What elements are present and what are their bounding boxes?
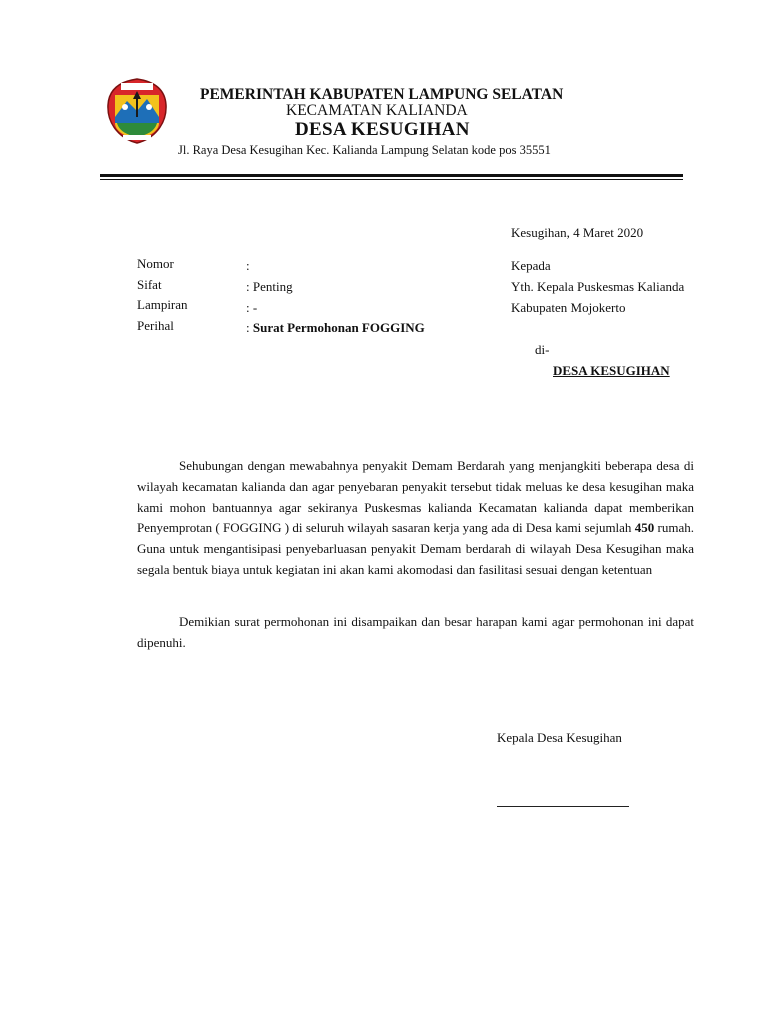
recipient-line1: Yth. Kepala Puskesmas Kalianda bbox=[511, 279, 685, 294]
body-paragraph-2: Demikian surat permohonan ini disampaikan dan besar harapan kami agar permohonan ini dapat dipenuhi. bbox=[137, 614, 694, 650]
letterhead-rule-thin bbox=[100, 179, 683, 180]
lampiran-value: : - bbox=[246, 300, 258, 315]
nomor-label: Nomor bbox=[137, 256, 174, 271]
sifat-label: Sifat bbox=[137, 277, 162, 292]
body-paragraph-1 bbox=[137, 456, 694, 581]
perihal-value: Surat Permohonan FOGGING bbox=[252, 320, 425, 335]
recipient-di: di- bbox=[535, 342, 550, 357]
letterhead-district: KECAMATAN KALIANDA bbox=[286, 102, 468, 119]
recipient-place: DESA KESUGIHAN bbox=[553, 363, 670, 378]
house-count: 450 bbox=[634, 520, 655, 536]
letter-date: Kesugihan, 4 Maret 2020 bbox=[511, 225, 644, 240]
body-p1-part-b: rumah. Guna untuk mengantisipasi penyebarluasan penyakit Demam berdarah di wilayah Desa Kesugihan maka segala bentuk biaya untuk kegiatan ini akan kami akomodasi dan fasilitasi sesuai dengan ketentuan bbox=[137, 520, 694, 577]
nomor-value: : bbox=[246, 258, 250, 273]
perihal-row bbox=[246, 320, 425, 336]
letterhead-government: PEMERINTAH KABUPATEN LAMPUNG SELATAN bbox=[200, 86, 564, 103]
body-p1-part-a: Sehubungan dengan mewabahnya penyakit Demam Berdarah yang menjangkiti beberapa desa di wilayah kecamatan kalianda dan agar penyebaran penyakit tersebut tidak meluas ke desa kesugihan maka kami mohon bantuannya agar sekiranya Puskesmas kalianda Kecamatan kalianda dapat memberikan Penyemprotan ( FOGGING ) di seluruh wilayah sasaran kerja yang ada di Desa kami sejumlah bbox=[137, 458, 694, 536]
letterhead-address: Jl. Raya Desa Kesugihan Kec. Kalianda Lampung Selatan kode pos 35551 bbox=[178, 143, 551, 157]
recipient-line2: Kabupaten Mojokerto bbox=[511, 300, 626, 315]
lampiran-label: Lampiran bbox=[137, 297, 188, 312]
regency-seal-logo bbox=[105, 77, 169, 145]
signature-line bbox=[497, 806, 629, 807]
letterhead-village: DESA KESUGIHAN bbox=[295, 119, 470, 140]
signature-title: Kepala Desa Kesugihan bbox=[497, 730, 622, 745]
recipient-kepada: Kepada bbox=[511, 258, 551, 273]
perihal-colon: : bbox=[246, 320, 253, 335]
perihal-label: Perihal bbox=[137, 318, 174, 333]
letterhead-rule-thick bbox=[100, 174, 683, 177]
sifat-value: : Penting bbox=[246, 279, 293, 294]
